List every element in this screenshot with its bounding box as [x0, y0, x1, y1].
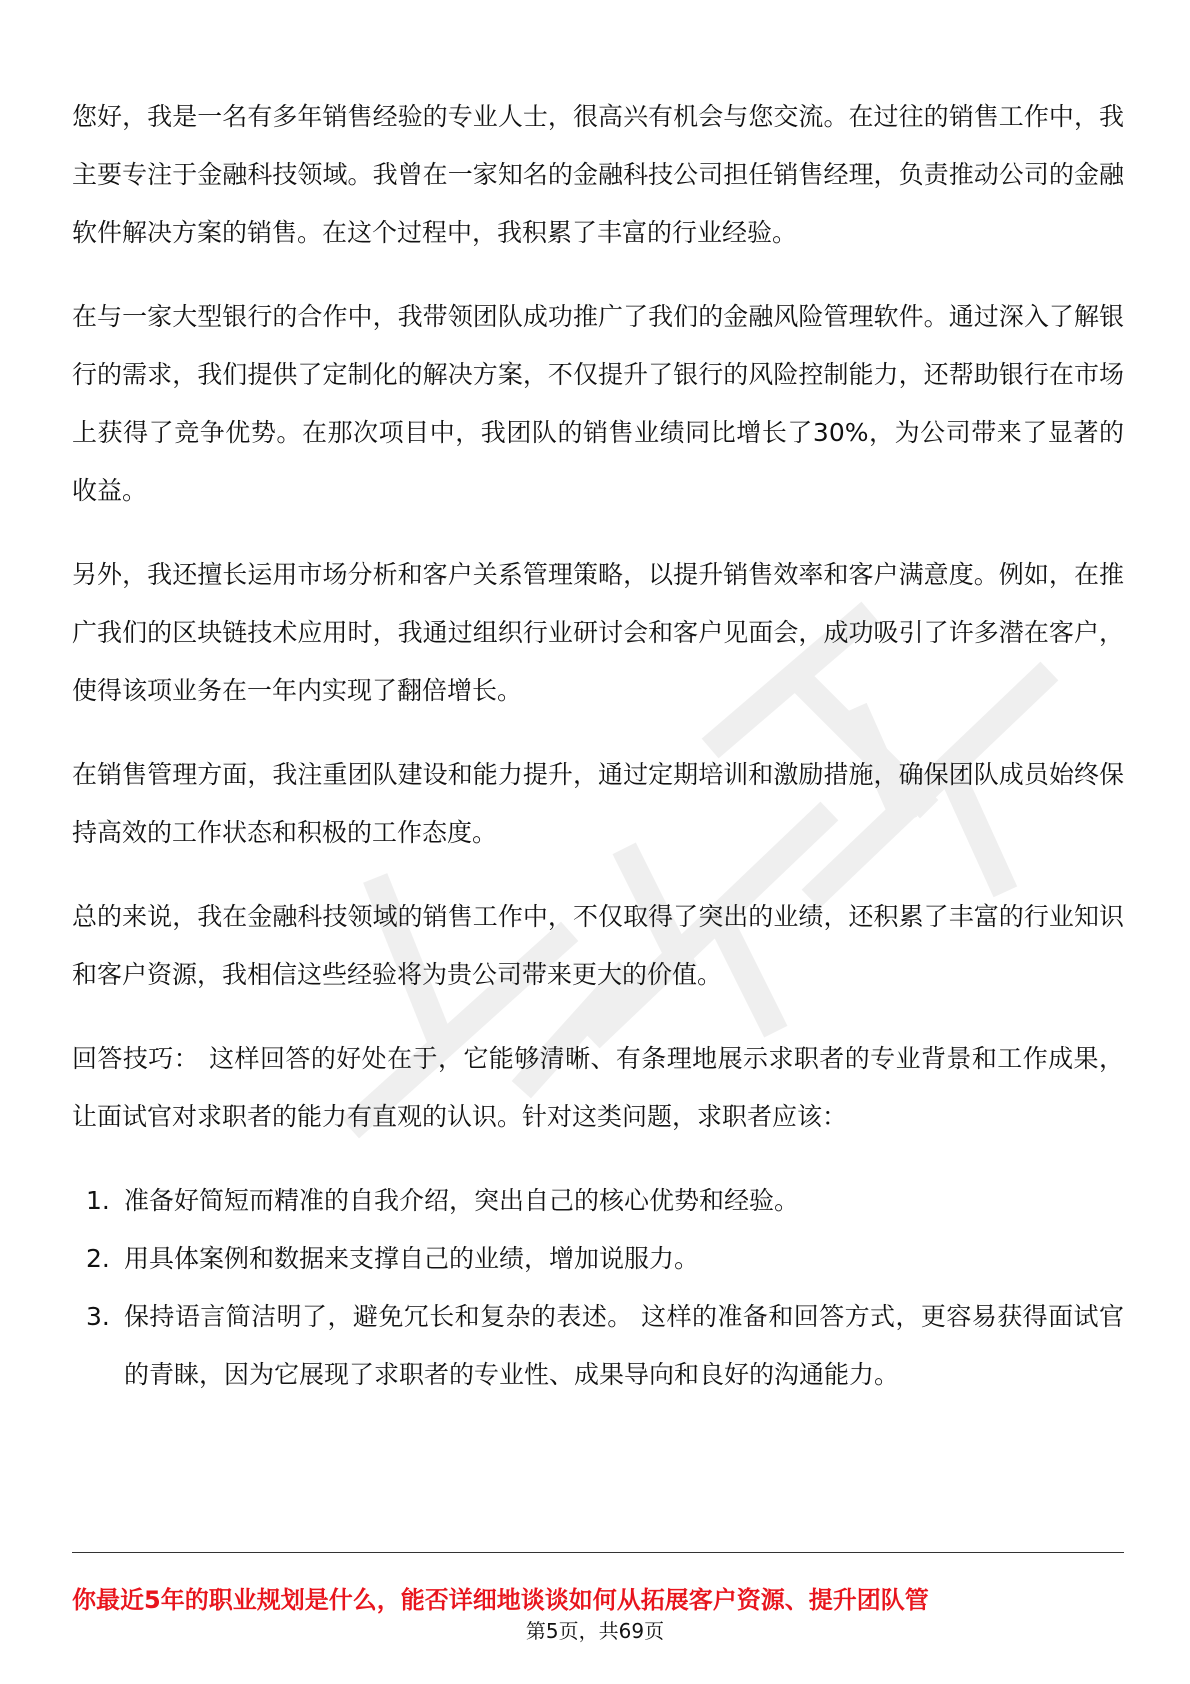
- tip-list: [72, 1172, 1124, 1404]
- list-item-number: 3.: [86, 1302, 110, 1331]
- paragraph-4: 在销售管理方面，我注重团队建设和能力提升，通过定期培训和激励措施，确保团队成员始终保持高效的工作状态和积极的工作态度。: [72, 760, 1124, 847]
- list-item-text: 准备好简短而精准的自我介绍，突出自己的核心优势和经验。: [124, 1186, 800, 1215]
- list-item-text: 用具体案例和数据来支撑自己的业绩，增加说服力。: [124, 1244, 700, 1273]
- section-divider: [72, 1552, 1124, 1553]
- paragraph-5: 总的来说，我在金融科技领域的销售工作中，不仅取得了突出的业绩，还积累了丰富的行业知识和客户资源，我相信这些经验将为贵公司带来更大的价值。: [72, 902, 1124, 989]
- content-area: [72, 88, 1124, 1404]
- page-number: 第5页，共69页: [525, 1619, 665, 1643]
- answer-tip: [72, 1030, 1124, 1146]
- list-item: [72, 1230, 1124, 1288]
- answer-tip-text: 这样回答的好处在于，它能够清晰、有条理地展示求职者的专业背景和工作成果，让面试官对求职者的能力有直观的认识。针对这类问题，求职者应该：: [72, 1044, 1124, 1131]
- paragraph-2: 在与一家大型银行的合作中，我带领团队成功推广了我们的金融风险管理软件。通过深入了解银行的需求，我们提供了定制化的解决方案，不仅提升了银行的风险控制能力，还帮助银行在市场上获得了竞争优势。在那次项目中，我团队的销售业绩同比增长了30%，为公司带来了显著的收益。: [72, 302, 1124, 505]
- answer-tip-label: 回答技巧：: [72, 1044, 200, 1073]
- paragraph-3: 另外，我还擅长运用市场分析和客户关系管理策略，以提升销售效率和客户满意度。例如，在推广我们的区块链技术应用时，我通过组织行业研讨会和客户见面会，成功吸引了许多潜在客户，使得该项业务在一年内实现了翻倍增长。: [72, 560, 1124, 705]
- list-item-number: 2.: [86, 1244, 110, 1273]
- list-item: [72, 1172, 1124, 1230]
- list-item-number: 1.: [86, 1186, 110, 1215]
- list-item: [72, 1288, 1124, 1404]
- paragraph-1: 您好，我是一名有多年销售经验的专业人士，很高兴有机会与您交流。在过往的销售工作中，我主要专注于金融科技领域。我曾在一家知名的金融科技公司担任销售经理，负责推动公司的金融软件解决方案的销售。在这个过程中，我积累了丰富的行业经验。: [72, 102, 1124, 247]
- list-item-text: 保持语言简洁明了，避免冗长和复杂的表述。 这样的准备和回答方式，更容易获得面试官的青睐，因为它展现了求职者的专业性、成果导向和良好的沟通能力。: [124, 1302, 1124, 1389]
- next-question-heading: 你最近5年的职业规划是什么，能否详细地谈谈如何从拓展客户资源、提升团队管: [72, 1586, 929, 1614]
